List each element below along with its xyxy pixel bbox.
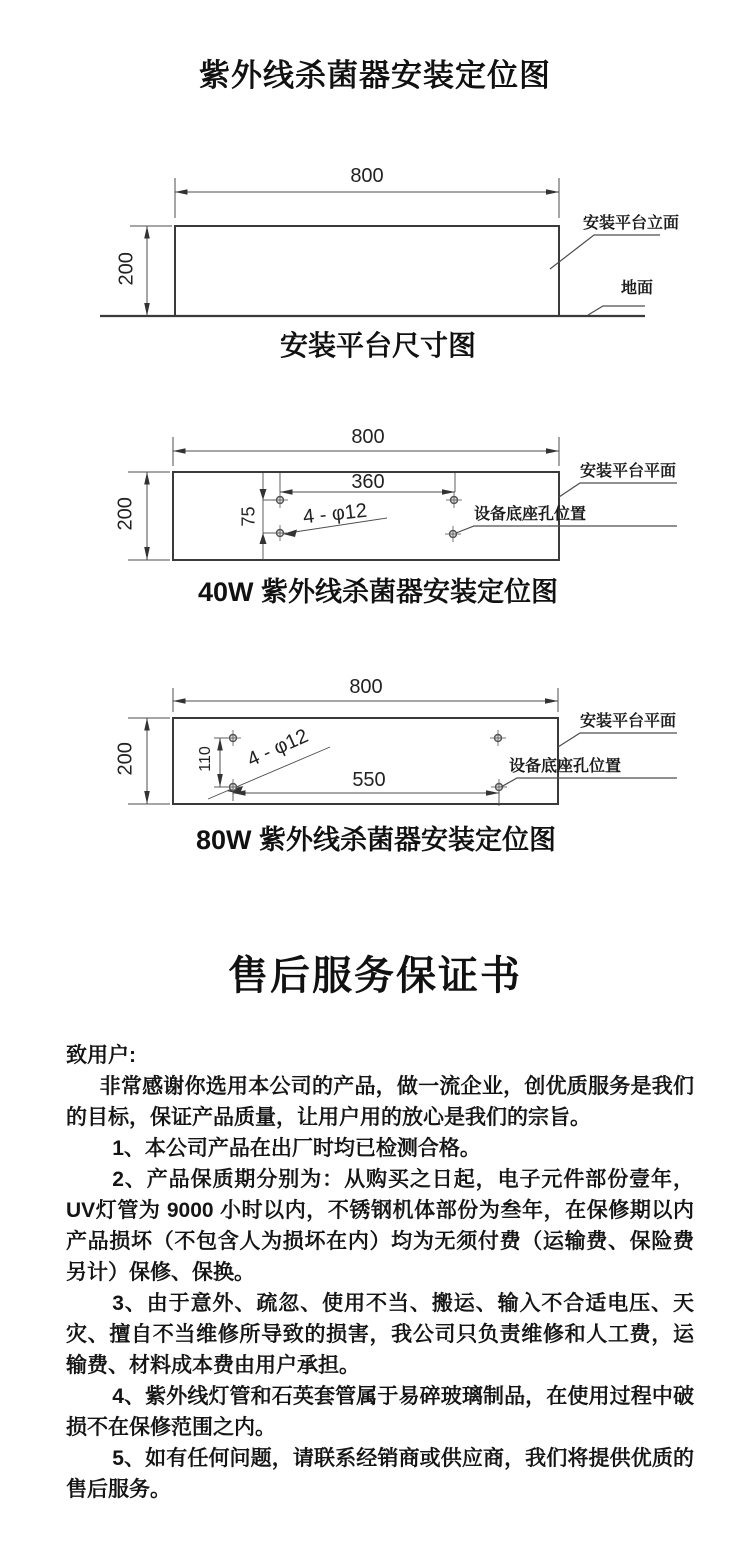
d1-caption: 安装平台尺寸图 xyxy=(279,330,476,361)
warranty-paragraph: 非常感谢你选用本公司的产品，做一流企业，创优质服务是我们的目标，保证产品质量，让用户用的放心是我们的宗旨。 xyxy=(66,1075,694,1129)
d40w-hole-offset-dimension: 75 xyxy=(238,506,259,527)
d40w-hole-spec: 4 - φ12 xyxy=(301,499,369,529)
warranty-title: 售后服务保证书 xyxy=(228,954,522,998)
d80w-hole-offset-dimension: 110 xyxy=(197,746,214,772)
d40w-plane-label: 安装平台平面 xyxy=(580,463,677,480)
d40w-hole-span-dimension: 360 xyxy=(351,471,385,493)
page-title: 紫外线杀菌器安装定位图 xyxy=(199,58,551,93)
d1-width-dimension: 800 xyxy=(350,165,384,187)
d80w-width-dimension: 800 xyxy=(349,676,383,698)
d80w-plane-label: 安装平台平面 xyxy=(580,713,677,730)
d40w-height-dimension: 200 xyxy=(114,497,137,531)
d40w-caption: 40W 紫外线杀菌器安装定位图 xyxy=(197,577,559,607)
warranty-item-4: 4、紫外线灯管和石英套管属于易碎玻璃制品，在使用过程中破损不在保修范围之内。 xyxy=(66,1385,694,1439)
d80w-height-dimension: 200 xyxy=(114,742,137,776)
d1-ground-label: 地面 xyxy=(621,280,654,297)
d40w-diagram-lines xyxy=(128,437,677,560)
d40w-holes-label: 设备底座孔位置 xyxy=(474,506,587,523)
warranty-item-5: 5、如有任何问题，请联系经销商或供应商，我们将提供优质的售后服务。 xyxy=(66,1447,694,1501)
d1-height-dimension: 200 xyxy=(115,252,138,286)
warranty-item-1: 1、本公司产品在出厂时均已检测合格。 xyxy=(112,1137,481,1160)
d80w-caption: 80W 紫外线杀菌器安装定位图 xyxy=(195,825,557,855)
platform-diagram-lines xyxy=(100,178,660,316)
warranty-body xyxy=(66,1040,694,1505)
d1-elevation-label: 安装平台立面 xyxy=(583,215,680,232)
warranty-salutation: 致用户: xyxy=(66,1044,136,1067)
d80w-hole-spec: 4 - φ12 xyxy=(244,724,312,772)
d80w-holes-label: 设备底座孔位置 xyxy=(509,758,622,775)
d80w-hole-span-dimension: 550 xyxy=(352,769,386,791)
d40w-width-dimension: 800 xyxy=(351,426,385,448)
warranty-item-2: 2、产品保质期分别为：从购买之日起，电子元件部份壹年，UV灯管为 9000 小时以内，不锈钢机体部份为叁年，在保修期以内产品损坏（不包含人为损坏在内）均为无须付费（运输费、保险费另计）保修、保换。 xyxy=(66,1168,694,1284)
warranty-item-3: 3、由于意外、疏忽、使用不当、搬运、输入不合适电压、天灾、擅自不当维修所导致的损害，我公司只负责维修和人工费，运输费、材料成本费由用户承担。 xyxy=(66,1292,694,1377)
